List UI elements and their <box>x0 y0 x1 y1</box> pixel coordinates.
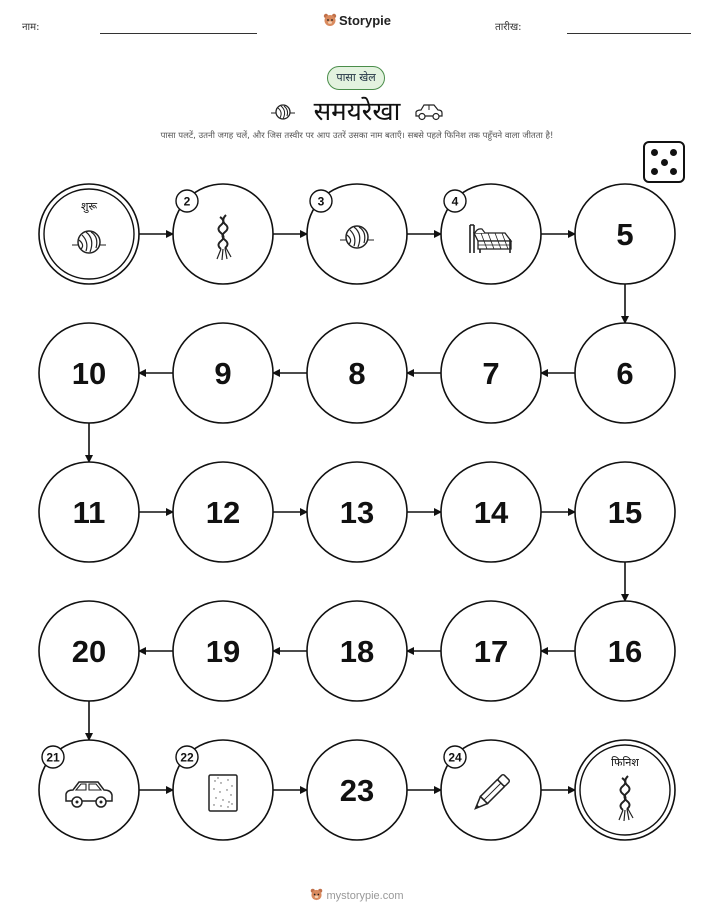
cell-number-badge: 2 <box>183 194 191 209</box>
bread-slice-icon <box>209 775 237 811</box>
board-cell-6[interactable] <box>575 323 675 423</box>
board-cell-21[interactable] <box>39 740 139 840</box>
board-cell-22[interactable] <box>173 740 273 840</box>
board-cell-3[interactable] <box>307 184 407 284</box>
cell-number: 16 <box>607 634 643 669</box>
cell-number: 6 <box>616 356 634 391</box>
cell-number-badge: 24 <box>448 750 462 765</box>
brand-name: Storypie <box>338 13 391 28</box>
board-cell-7[interactable] <box>441 323 541 423</box>
cell-number-badge: 3 <box>317 194 325 209</box>
board-cell-15[interactable] <box>575 462 675 562</box>
board-cell-8[interactable] <box>307 323 407 423</box>
cell-number: 20 <box>71 634 107 669</box>
board-cell-1[interactable] <box>39 184 139 284</box>
board-cell-18[interactable] <box>307 601 407 701</box>
board-cell-5[interactable] <box>575 184 675 284</box>
board-cell-16[interactable] <box>575 601 675 701</box>
cell-number: 9 <box>214 356 232 391</box>
start-label: शुरू <box>80 200 98 213</box>
cell-number: 11 <box>72 495 106 530</box>
cell-number-badge: 22 <box>180 750 194 765</box>
cell-number: 15 <box>607 495 643 530</box>
board-cell-23[interactable] <box>307 740 407 840</box>
board-cell-14[interactable] <box>441 462 541 562</box>
cell-number: 17 <box>473 634 509 669</box>
cell-number: 23 <box>339 773 375 808</box>
instructions: पासा पलटें, उतनी जगह चलें, और जिस तस्वीर पर आप उतरें उसका नाम बताएँ। सबसे पहले फिनिश तक पहुँचने वाला जीतता है! <box>160 131 554 141</box>
title-text: समयरेखा <box>313 97 401 127</box>
cell-number: 5 <box>616 217 634 252</box>
board-cell-2[interactable] <box>173 184 273 284</box>
footer-url[interactable]: mystorypie.com <box>326 890 404 902</box>
date-label: तारीख: <box>495 22 522 33</box>
board-cell-19[interactable] <box>173 601 273 701</box>
board-cell-4[interactable] <box>441 184 541 284</box>
cell-number: 18 <box>339 634 375 669</box>
game-type-badge: पासा खेल <box>327 66 385 90</box>
board-cell-10[interactable] <box>39 323 139 423</box>
cell-number: 19 <box>205 634 241 669</box>
cell-number-badge: 21 <box>46 750 60 765</box>
cell-number: 13 <box>339 495 375 530</box>
board-cell-9[interactable] <box>173 323 273 423</box>
board-cell-20[interactable] <box>39 601 139 701</box>
board-cell-11[interactable] <box>39 462 139 562</box>
board-cell-13[interactable] <box>307 462 407 562</box>
board-cell-17[interactable] <box>441 601 541 701</box>
board-cell-25[interactable] <box>575 740 675 840</box>
cell-number: 8 <box>348 356 366 391</box>
cell-number: 10 <box>71 356 107 391</box>
cell-number-badge: 4 <box>451 194 459 209</box>
board-cell-12[interactable] <box>173 462 273 562</box>
bear-logo-icon <box>310 888 323 901</box>
name-label: नाम: <box>22 22 40 33</box>
board-cell-24[interactable] <box>441 740 541 840</box>
cell-number: 12 <box>205 495 241 530</box>
finish-label: फिनिश <box>611 756 639 769</box>
cell-number: 7 <box>482 356 500 391</box>
cell-number: 14 <box>473 495 509 530</box>
footer <box>0 888 714 902</box>
